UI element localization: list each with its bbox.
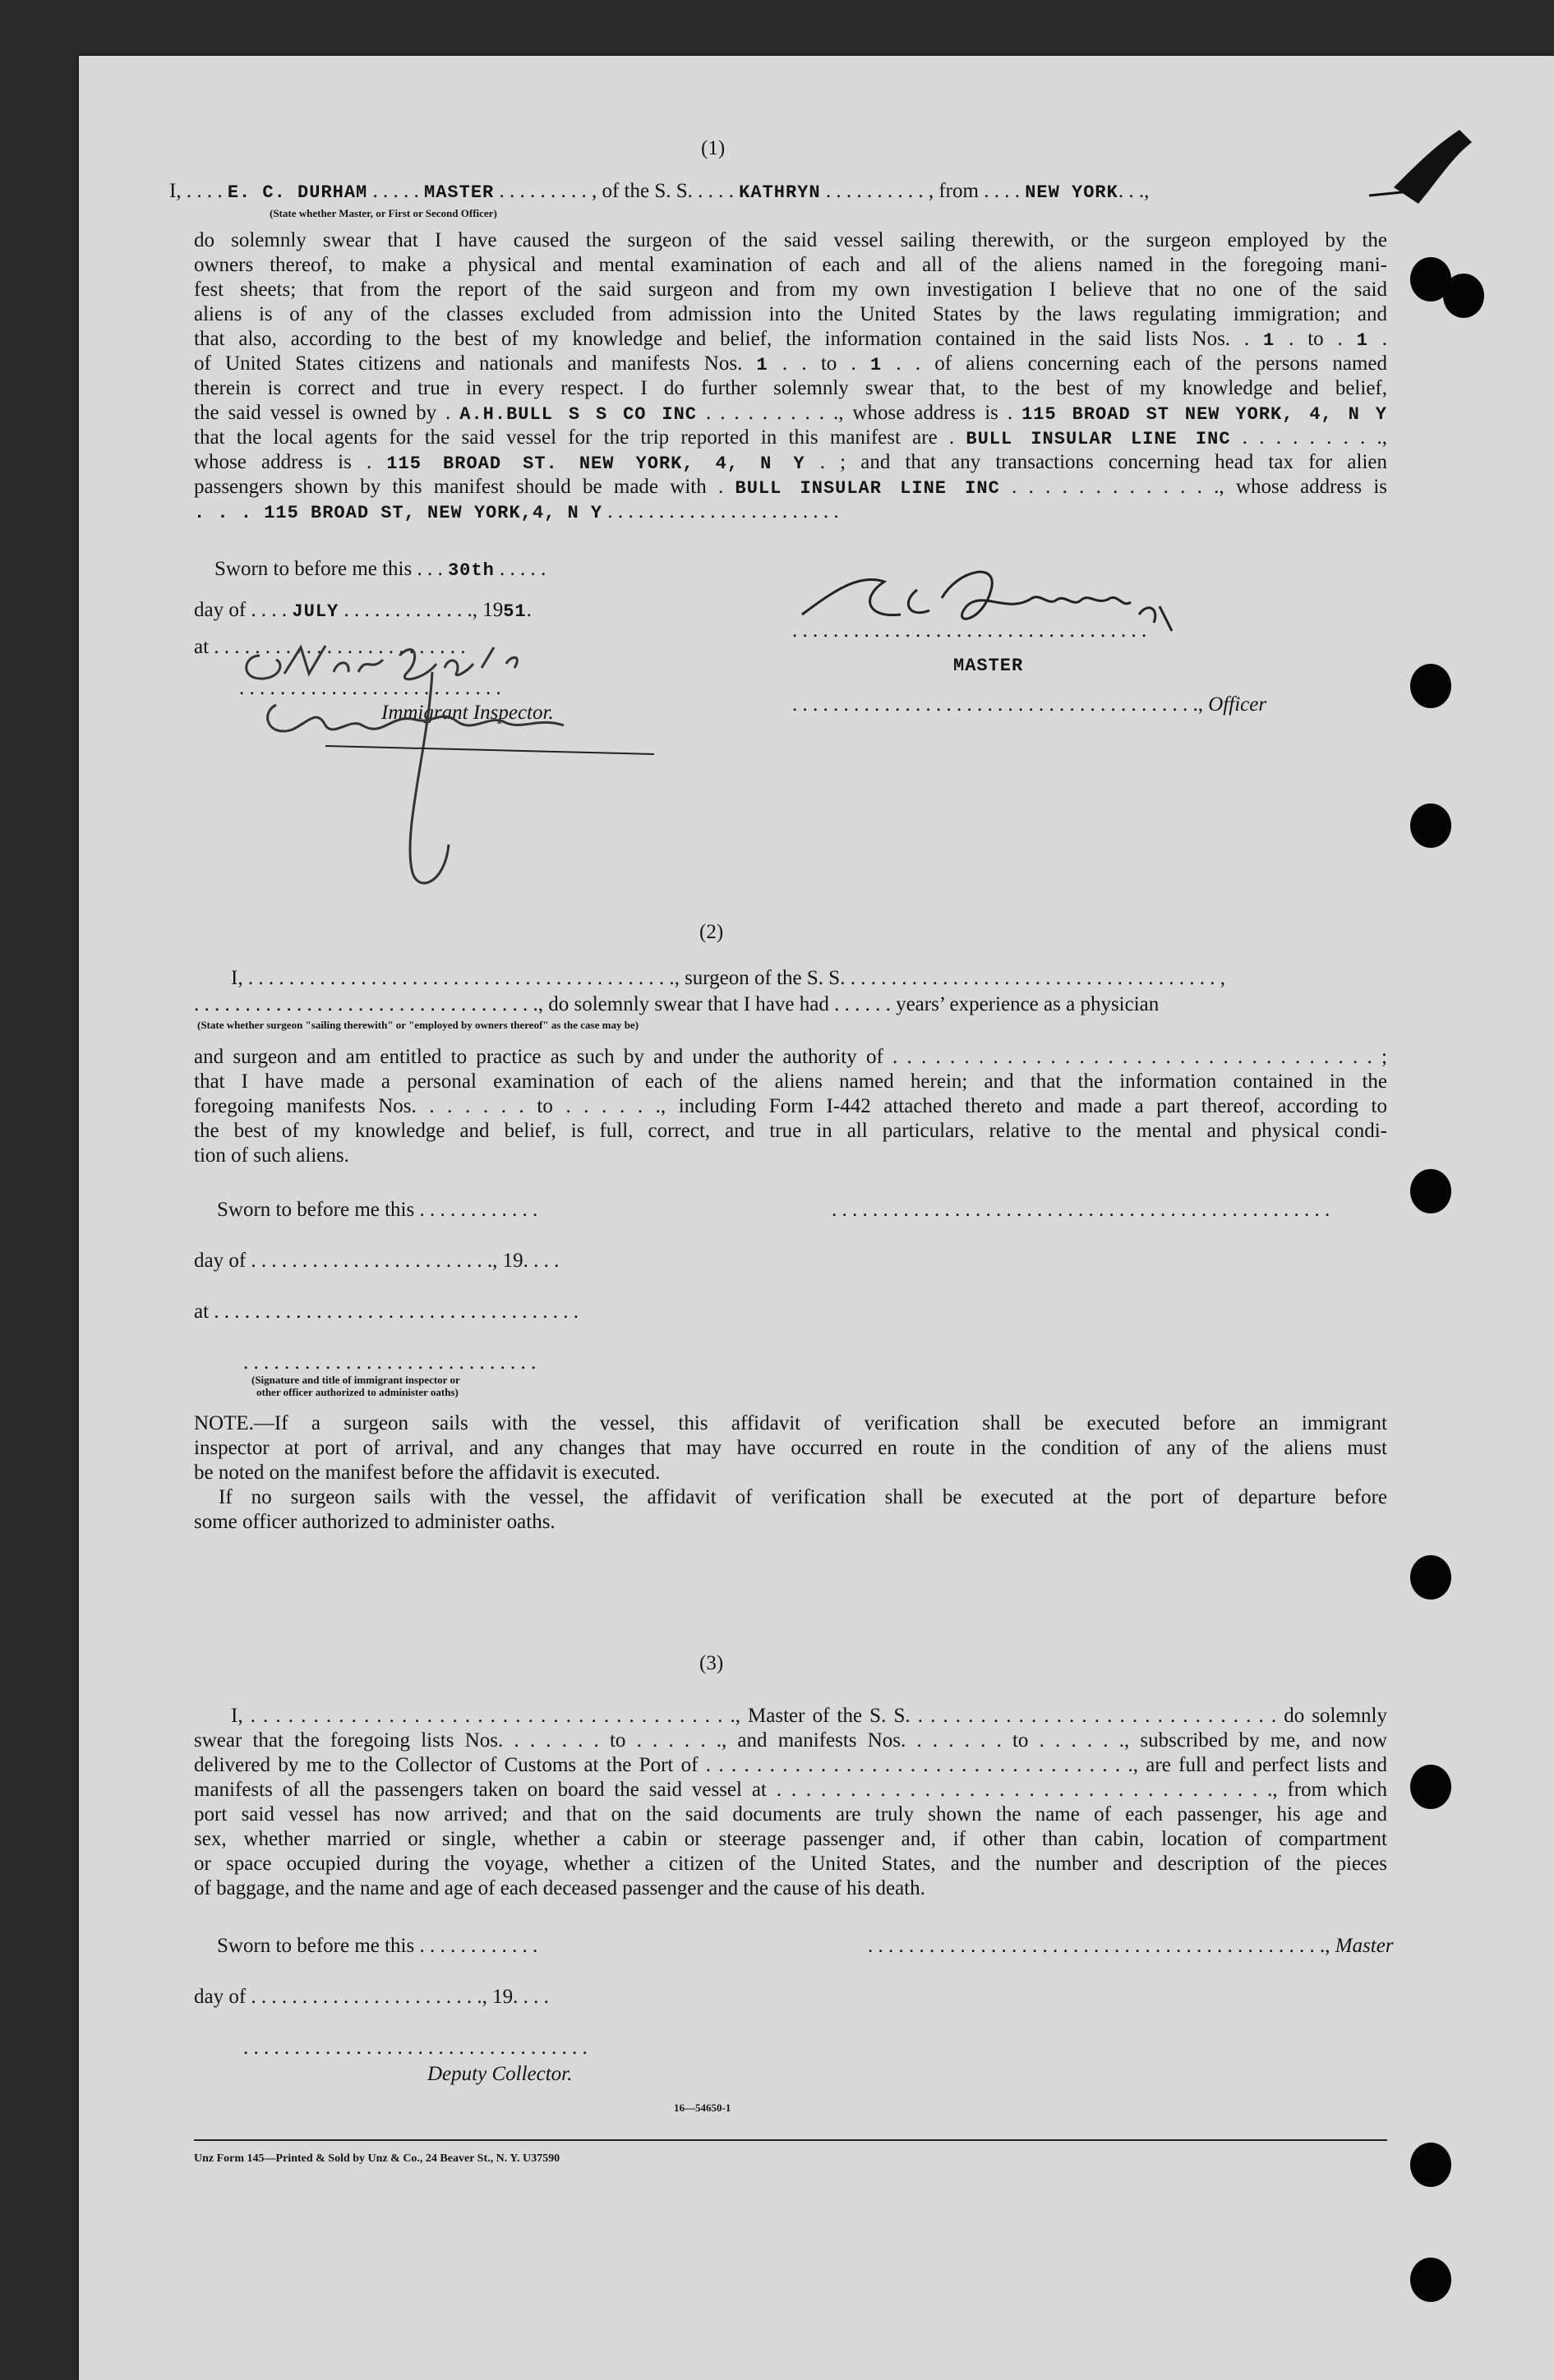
note-line: be noted on the manifest before the affidavit is executed.	[194, 1462, 661, 1484]
manifest-to: 1	[869, 355, 883, 375]
section-1-line: whose address is . 115 BROAD ST. NEW YORK, 4, N Y . ; and that any transactions concerning head tax for alien	[194, 451, 1387, 474]
section-1-line: passengers shown by this manifest should be made with . BULL INSULAR LINE INC . . . . . . . . . . . . ., whose address is	[194, 476, 1387, 499]
sworn-year: 51	[503, 601, 527, 622]
footer-rule	[194, 2139, 1387, 2141]
punch-hole	[1443, 274, 1484, 318]
note-line: some officer authorized to administer oaths.	[194, 1511, 556, 1533]
section-2-line: I, . . . . . . . . . . . . . . . . . . . . . . . . . . . . . . . . . . . . . . . . . ., surgeon of the S. S. . . . . . . . . . . . . . . . . . . . . . . . . . . . . . . . . . . . . ,	[231, 967, 1225, 989]
sworn-line-2: Sworn to before me this . . . . . . . . . . . .	[217, 1199, 538, 1221]
torn-corner-mark	[1361, 113, 1484, 220]
note-line: NOTE.—If a surgeon sails with the vessel, this affidavit of verification shall be executed before an immigrant	[194, 1412, 1387, 1434]
sworn-line-3: Sworn to before me this . . . . . . . . . . . .	[217, 1935, 538, 1957]
master-signature	[786, 557, 1197, 647]
sworn-day: 30th	[447, 560, 495, 581]
punch-hole	[1410, 2143, 1451, 2187]
rank-caption: (State whether Master, or First or Second Officer)	[270, 207, 497, 219]
departure-port: NEW YORK	[1025, 182, 1118, 203]
surgeon-caption: (State whether surgeon "sailing therewith" or "employed by owners thereof" as the case may be)	[197, 1019, 639, 1031]
punch-hole	[1410, 1169, 1451, 1213]
master-title: MASTER	[953, 656, 1024, 676]
list-to: 1	[1356, 330, 1368, 351]
master-name: E. C. DURHAM	[227, 182, 368, 203]
section-1-number: (1)	[701, 137, 726, 159]
day-of-line-1: day of . . . . JULY . . . . . . . . . . . . ., 1951.	[194, 599, 532, 622]
punch-hole	[1410, 803, 1451, 848]
section-3-line: sex, whether married or single, whether a cabin or steerage passenger and, if other than cabin, location of compartment	[194, 1828, 1387, 1850]
section-1-line: that the local agents for the said vessel for the trip reported in this manifest are . BULL INSULAR LINE INC . . . . . . . . .,	[194, 426, 1387, 449]
deputy-collector-label: Deputy Collector.	[427, 2063, 573, 2085]
section-1-line: fest sheets; that from the report of the said surgeon and from my own investigation I believe that no one of the said	[194, 279, 1387, 301]
section-2-line: and surgeon and am entitled to practice as such by and under the authority of . . . . . . . . . . . . . . . . . . . . . . . . . . . . . . . . . . ;	[194, 1046, 1387, 1068]
sworn-line-1: Sworn to before me this . . . 30th . . . . .	[214, 558, 546, 581]
note-line: If no surgeon sails with the vessel, the affidavit of verification shall be executed at the port of departure before	[219, 1486, 1387, 1508]
inspector-label: Immigrant Inspector.	[381, 702, 554, 724]
section-2-line: tion of such aliens.	[194, 1144, 349, 1167]
section-1-line: of United States citizens and nationals and manifests Nos. 1 . . to . 1 . . of aliens concerning each of the persons named	[194, 352, 1387, 375]
owner-address: 115 BROAD ST NEW YORK, 4, N Y	[1021, 404, 1388, 425]
section-3-line: swear that the foregoing lists Nos. . . . . . . to . . . . . ., and manifests Nos. . . . . . . to . . . . . ., subscribed by me, and now	[194, 1729, 1387, 1752]
signature-caption: (Signature and title of immigrant inspector or	[251, 1374, 460, 1386]
punch-hole	[1410, 1555, 1451, 1600]
section-3-line: delivered by me to the Collector of Customs at the Port of . . . . . . . . . . . . . . . . . . . . . . . . . . . . . . . . . ., are full and perfect lists and	[194, 1754, 1387, 1776]
local-agents: BULL INSULAR LINE INC	[966, 429, 1231, 449]
punch-hole	[1410, 2258, 1451, 2302]
section-3-line: of baggage, and the name and age of each deceased passenger and the cause of his death.	[194, 1877, 925, 1899]
section-1-line: . . . 115 BROAD ST, NEW YORK,4, N Y . . . . . . . . . . . . . . . . . . . . . . .	[194, 500, 839, 523]
note-line: inspector at port of arrival, and any changes that may have occurred en route in the condition of any of the aliens must	[194, 1437, 1387, 1459]
manifest-affidavit-page	[79, 56, 1554, 2380]
footer-imprint: Unz Form 145—Printed & Sold by Unz & Co., 24 Beaver St., N. Y. U37590	[194, 2152, 560, 2165]
vessel-owner: A.H.BULL S S CO INC	[459, 404, 698, 425]
ship-name: KATHRYN	[739, 182, 821, 203]
section-2-line: . . . . . . . . . . . . . . . . . . . . . . . . . . . . . . . . . ., do solemnly swear that I have had . . . . . . years’ experience as a physician	[194, 993, 1160, 1015]
section-2-line: the best of my knowledge and belief, is full, correct, and true in all particulars, relative to the mental and physical condi-	[194, 1120, 1387, 1142]
signature-caption: other officer authorized to administer oaths)	[256, 1386, 459, 1398]
section-3-line: manifests of all the passengers taken on board the said vessel at . . . . . . . . . . . . . . . . . . . . . . . . . . . . . . . . . ., from which	[194, 1779, 1387, 1801]
section-1-line: aliens is of any of the classes excluded from admission into the United States by the laws regulating immigration; and	[194, 303, 1387, 325]
section-3-line: I, . . . . . . . . . . . . . . . . . . . . . . . . . . . . . . . . . . . . . . ., Master of the S. S. . . . . . . . . . . . . . . . . . . . . . . . . . . . . . do solemnly	[231, 1705, 1387, 1727]
section-3-line: port said vessel has now arrived; and that on the said documents are truly shown the name of each passenger, his age and	[194, 1803, 1387, 1825]
head-tax-address: . . . 115 BROAD ST, NEW YORK,4, N Y	[194, 503, 603, 523]
head-tax-agent: BULL INSULAR LINE INC	[735, 478, 1000, 499]
section-3-number: (3)	[699, 1652, 724, 1674]
section-1-line: owners thereof, to make a physical and mental examination of each and all of the aliens named in the foregoing mani-	[194, 254, 1387, 276]
section-1-line: do solemnly swear that I have caused the surgeon of the said vessel sailing therewith, or the surgeon employed by the	[194, 229, 1387, 251]
day-of-line-3: day of . . . . . . . . . . . . . . . . . . . . . . ., 19. . . .	[194, 1986, 549, 2008]
section-2-number: (2)	[699, 921, 724, 943]
inspector-signature-line: . . . . . . . . . . . . . . . . . . . . . . . . . .	[239, 677, 501, 699]
agents-address: 115 BROAD ST. NEW YORK, 4, N Y	[386, 453, 805, 474]
section-1-first-line: I, . . . . E. C. DURHAM . . . . . MASTER . . . . . . . . . , of the S. S. . . . . KATHRYN . . . . . . . . . . , from . . . . NEW YORK. . .,	[169, 180, 1150, 203]
sworn-month: JULY	[292, 601, 339, 622]
day-of-line-2: day of . . . . . . . . . . . . . . . . . . . . . . . ., 19. . . .	[194, 1250, 560, 1272]
section-2-line: that I have made a personal examination of each of the aliens named herein; and that the information contained in the	[194, 1070, 1387, 1093]
master-line-3: . . . . . . . . . . . . . . . . . . . . . . . . . . . . . . . . . . . . . . . . . . . . ., Master	[868, 1935, 1394, 1957]
master-rank: MASTER	[424, 182, 495, 203]
inspector-signature-line-2: . . . . . . . . . . . . . . . . . . . . . . . . . . . . .	[243, 1351, 537, 1374]
manifest-from: 1	[756, 355, 768, 375]
surgeon-signature-line: . . . . . . . . . . . . . . . . . . . . . . . . . . . . . . . . . . . . . . . . . . . . . . . . .	[832, 1199, 1330, 1221]
at-line-1: at . . . . . . . . . . . . . . . . . . . . . . . . .	[194, 636, 466, 658]
section-2-line: foregoing manifests Nos. . . . . . . to . . . . . ., including Form I-442 attached thereto and made a part thereof, according to	[194, 1095, 1387, 1117]
punch-hole	[1410, 664, 1451, 708]
section-1-line: the said vessel is owned by . A.H.BULL S S CO INC . . . . . . . . . ., whose address is . 115 BROAD ST NEW YORK, 4, N Y	[194, 402, 1388, 425]
deputy-signature-line: . . . . . . . . . . . . . . . . . . . . . . . . . . . . . . . . . .	[243, 2037, 588, 2059]
master-signature-line: . . . . . . . . . . . . . . . . . . . . . . . . . . . . . . . . . . .	[792, 619, 1147, 642]
section-3-line: or space occupied during the voyage, whether a citizen of the United States, and the number and description of the pieces	[194, 1853, 1387, 1875]
officer-line: . . . . . . . . . . . . . . . . . . . . . . . . . . . . . . . . . . . . . . . ., Officer	[792, 693, 1267, 716]
form-code: 16—54650-1	[674, 2101, 731, 2114]
punch-hole	[1410, 1765, 1451, 1809]
section-1-line: therein is correct and true in every respect. I do further solemnly swear that, to the best of my knowledge and belief,	[194, 377, 1387, 399]
handwritten-place-signature	[227, 623, 671, 918]
section-1-line: that also, according to the best of my knowledge and belief, the information contained in the said lists Nos. . 1 . to . 1 .	[194, 328, 1388, 351]
list-from: 1	[1263, 330, 1275, 351]
at-line-2: at . . . . . . . . . . . . . . . . . . . . . . . . . . . . . . . . . . . .	[194, 1300, 579, 1323]
